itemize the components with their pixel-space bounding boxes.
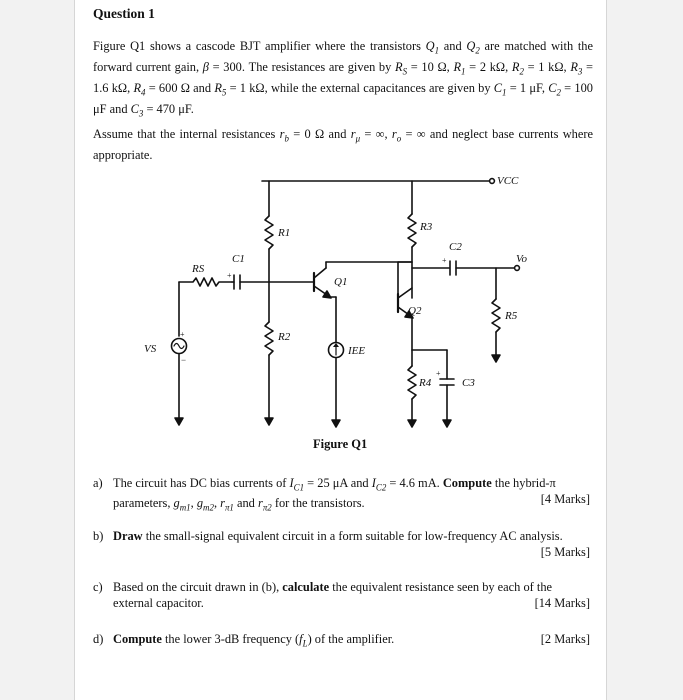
part-c <box>93 579 593 611</box>
c1-plus: + <box>227 271 232 280</box>
vs-plus: + <box>180 330 185 339</box>
label-c2: C2 <box>449 241 462 253</box>
ground-r4 <box>408 420 416 427</box>
label-r5: R5 <box>505 310 518 322</box>
resistor-rs <box>179 278 232 286</box>
vo-terminal <box>515 266 520 271</box>
c2-plus: + <box>442 256 447 265</box>
intro-paragraph-1: Figure Q1 shows a cascode BJT amplifier where the transistors $Q_1$ and $Q_2$ are matched with the forward current gain, β = 300. The resistances are given by $R_S = 10$ Ω, $R_1 = 2$ kΩ, $R_2 = 1$ kΩ, $R_3 = 1.6$ kΩ, $R_4 = 600$ Ω and $R_5 = 1$ kΩ, while the external capacitances are given by $C_1 = 1$ μF, $C_2 = 100$ μF and $C_3 = 470$ μF. <box>93 39 594 119</box>
c3-plus: + <box>436 369 441 378</box>
ground-r2 <box>265 418 273 425</box>
label-r2: R2 <box>278 331 291 343</box>
part-b-marks: [5 Marks] <box>540 545 590 559</box>
label-c3: C3 <box>462 377 475 389</box>
part-c-marks: [14 Marks] <box>534 596 590 610</box>
part-d-label: d) <box>93 632 104 646</box>
label-rs: RS <box>192 263 205 275</box>
resistor-r2 <box>265 322 273 355</box>
vcc-terminal <box>490 179 495 184</box>
label-q1: Q1 <box>334 276 348 288</box>
label-iee: IEE <box>348 345 366 357</box>
ground-r5 <box>492 355 500 362</box>
part-d-marks: [2 Marks] <box>540 632 590 646</box>
label-vcc: VCC <box>497 175 519 187</box>
resistor-r4 <box>408 366 416 399</box>
part-b-label: b) <box>93 529 104 543</box>
part-c-text: Based on the circuit drawn in (b), calculate the equivalent resistance seen by each of the external capacitor. <box>113 580 553 610</box>
label-vs: VS <box>144 343 157 355</box>
part-a <box>93 475 593 516</box>
label-r1: R1 <box>278 227 291 239</box>
q2-collector <box>398 288 412 298</box>
ground-vs <box>175 418 183 425</box>
part-b-text: Draw the small-signal equivalent circuit in a form suitable for low-frequency AC analysis. <box>113 529 563 543</box>
label-c1: C1 <box>232 253 245 265</box>
ground-c3 <box>443 420 451 427</box>
resistor-r3 <box>408 214 416 247</box>
resistor-r5 <box>492 299 500 332</box>
part-d <box>93 631 593 651</box>
q1-collector <box>314 268 326 278</box>
part-b <box>93 528 593 559</box>
resistor-r1 <box>265 216 273 249</box>
part-d-text: Compute the lower 3-dB frequency $(f_L)$ of the amplifier. <box>113 632 395 649</box>
label-vo: Vo <box>516 253 527 265</box>
intro-paragraph-2: Assume that the internal resistances $r_b = 0$ Ω and $r_\mu$ = ∞, $r_o$ = ∞ and neglect base currents where appropriate. <box>93 127 593 163</box>
label-r3: R3 <box>420 221 433 233</box>
part-a-label: a) <box>93 476 103 490</box>
figure-caption: Figure Q1 <box>313 437 368 451</box>
ground-iee <box>332 420 340 427</box>
part-a-marks: [4 Marks] <box>540 492 590 506</box>
label-r4: R4 <box>419 377 432 389</box>
question-title: Question 1 <box>93 6 155 21</box>
label-q2: Q2 <box>408 305 422 317</box>
vs-minus: − <box>181 355 187 365</box>
part-a-text: The circuit has DC bias currents of $I_{C1} = 25$ μA and $I_{C2} = 4.6$ mA. Compute the hybrid-π parameters, $g_{m1}$, $g_{m2}$, $r_{\pi 1}$ and $r_{\pi 2}$ for the transistors. <box>113 476 556 513</box>
part-c-label: c) <box>93 580 103 594</box>
